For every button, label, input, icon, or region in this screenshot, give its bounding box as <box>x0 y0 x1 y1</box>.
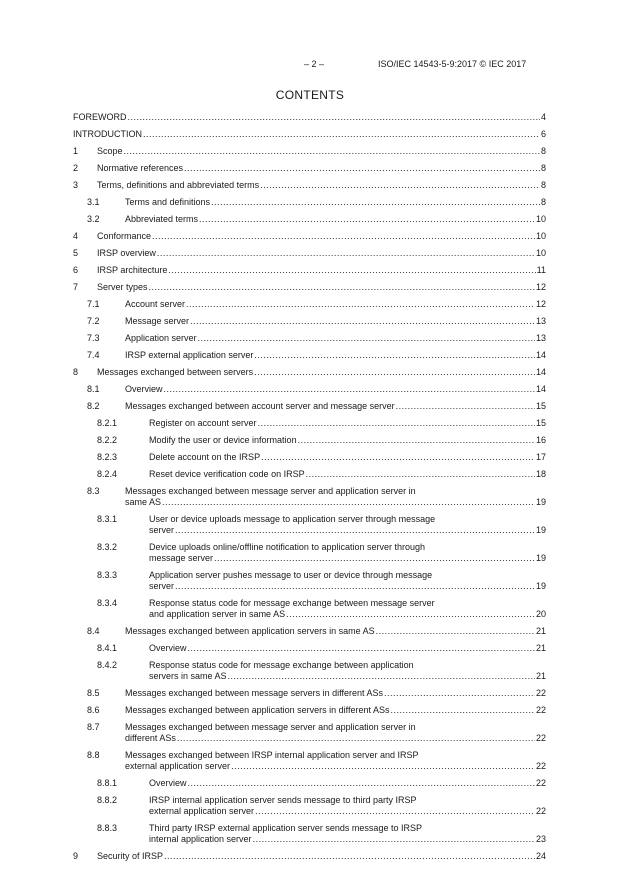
toc-title: Overview <box>149 778 187 788</box>
toc-page-number: 6 <box>540 129 546 139</box>
toc-entry[interactable] <box>73 514 546 536</box>
toc-title: Normative references <box>97 163 184 173</box>
toc-title: Messages exchanged between account server and message server <box>125 401 395 411</box>
toc-title-line1: Messages exchanged between message server and application server in <box>125 486 416 496</box>
dot-leader <box>175 581 535 592</box>
toc-number: 8.2.1 <box>97 418 118 428</box>
toc-page-number: 16 <box>535 435 546 445</box>
toc-entry[interactable] <box>73 542 546 564</box>
toc-page-number: 10 <box>535 214 546 224</box>
standard-reference: ISO/IEC 14543-5-9:2017 © IEC 2017 <box>378 59 527 69</box>
dot-leader <box>253 834 535 845</box>
toc-entry[interactable] <box>73 129 546 140</box>
toc-number: 8.6 <box>87 705 100 715</box>
toc-title: message server <box>149 553 214 563</box>
toc-number: 7.4 <box>87 350 100 360</box>
dot-leader <box>164 851 535 862</box>
toc-number: 8.8 <box>87 750 100 760</box>
toc-number: 8.8.2 <box>97 795 118 805</box>
dot-leader <box>298 435 535 446</box>
toc-title: internal application server <box>149 834 252 844</box>
toc-title: Register on account server <box>149 418 257 428</box>
dot-leader <box>255 806 535 817</box>
toc-entry[interactable] <box>73 823 546 845</box>
toc-entry[interactable] <box>73 643 546 654</box>
dot-leader <box>188 778 535 789</box>
toc-entry[interactable] <box>73 418 546 429</box>
toc-page-number: 19 <box>535 497 546 507</box>
toc-title: Messages exchanged between servers <box>97 367 254 377</box>
toc-page-number: 20 <box>535 609 546 619</box>
toc-entry[interactable] <box>73 265 546 276</box>
dot-leader <box>186 299 535 310</box>
toc-page-number: 15 <box>535 401 546 411</box>
toc-title-line1: Third party IRSP external application server sends message to IRSP <box>149 823 422 833</box>
dot-leader <box>124 146 540 157</box>
toc-title-line1: IRSP internal application server sends message to third party IRSP <box>149 795 417 805</box>
page-header <box>0 59 620 73</box>
dot-leader <box>190 316 535 327</box>
dot-leader <box>396 401 535 412</box>
toc-number: 8.7 <box>87 722 100 732</box>
dot-leader <box>211 197 540 208</box>
toc-title-line1: User or device uploads message to application server through message <box>149 514 436 524</box>
toc-title: Overview <box>125 384 163 394</box>
dot-leader <box>199 214 535 225</box>
toc-number: 8.1 <box>87 384 100 394</box>
toc-entry[interactable] <box>73 722 546 744</box>
dot-leader <box>162 497 535 508</box>
toc-number: 8.4.2 <box>97 660 118 670</box>
toc-page-number: 21 <box>535 643 546 653</box>
toc-page-number: 13 <box>535 316 546 326</box>
toc-number: 8.8.3 <box>97 823 118 833</box>
toc-title: servers in same AS <box>149 671 227 681</box>
toc-page-number: 10 <box>535 248 546 258</box>
toc-number: 8.2.2 <box>97 435 118 445</box>
toc-title: Account server <box>125 299 186 309</box>
toc-title-line1: Device uploads online/offline notification to application server through <box>149 542 426 552</box>
toc-page-number: 24 <box>535 851 546 861</box>
dot-leader <box>175 525 535 536</box>
toc-page-number: 22 <box>535 688 546 698</box>
dot-leader <box>168 265 535 276</box>
toc-number: 7.3 <box>87 333 100 343</box>
toc-entry[interactable] <box>73 750 546 772</box>
toc-entry[interactable] <box>73 146 546 157</box>
toc-number: 6 <box>73 265 79 275</box>
toc-number: 8.2.3 <box>97 452 118 462</box>
toc-title-line1: Response status code for message exchange between message server <box>149 598 435 608</box>
toc-page-number: 8 <box>540 146 546 156</box>
dot-leader <box>164 384 535 395</box>
toc-title: Message server <box>125 316 190 326</box>
toc-entry[interactable] <box>73 851 546 862</box>
toc-title: Modify the user or device information <box>149 435 297 445</box>
toc-number: 8.4.1 <box>97 643 118 653</box>
toc-title-line1: Messages exchanged between IRSP internal application server and IRSP <box>125 750 419 760</box>
dot-leader <box>258 418 535 429</box>
dot-leader <box>188 643 535 654</box>
toc-entry[interactable] <box>73 248 546 259</box>
toc-entry[interactable] <box>73 299 546 310</box>
toc-number: 8.3.1 <box>97 514 118 524</box>
toc-page-number: 21 <box>535 626 546 636</box>
toc-number: 8.5 <box>87 688 100 698</box>
toc-page-number: 17 <box>535 452 546 462</box>
toc-title: Application server <box>125 333 197 343</box>
dot-leader <box>391 705 535 716</box>
dot-leader <box>261 452 535 463</box>
toc-page-number: 19 <box>535 525 546 535</box>
toc-page-number: 18 <box>535 469 546 479</box>
toc-number: 8.4 <box>87 626 100 636</box>
toc-page-number: 11 <box>536 265 546 275</box>
toc-number: 7.2 <box>87 316 100 326</box>
toc-entry[interactable] <box>73 598 546 620</box>
dot-leader <box>376 626 535 637</box>
toc-entry[interactable] <box>73 350 546 361</box>
toc-entry[interactable] <box>73 452 546 463</box>
toc-entry[interactable] <box>73 163 546 174</box>
toc-page-number: 8 <box>540 180 546 190</box>
toc-entry[interactable] <box>73 570 546 592</box>
toc-page-number: 21 <box>535 671 546 681</box>
dot-leader <box>184 163 540 174</box>
toc-title: IRSP overview <box>97 248 156 258</box>
toc-number: 1 <box>73 146 79 156</box>
toc-page-number: 13 <box>535 333 546 343</box>
toc-page-number: 22 <box>535 733 546 743</box>
toc-entry[interactable] <box>73 333 546 344</box>
toc-number: 4 <box>73 231 79 241</box>
toc-title: external application server <box>149 806 255 816</box>
toc-number: 8.2.4 <box>97 469 118 479</box>
toc-page-number: 22 <box>535 778 546 788</box>
dot-leader <box>231 761 535 772</box>
toc-entry[interactable] <box>73 660 546 682</box>
toc-page-number: 12 <box>535 299 546 309</box>
dot-leader <box>254 350 535 361</box>
toc-title: FOREWORD <box>73 112 127 122</box>
page-number: – 2 – <box>304 59 325 69</box>
toc-title-line1: Application server pushes message to user or device through message <box>149 570 433 580</box>
toc-entry[interactable] <box>73 197 546 208</box>
dot-leader <box>228 671 535 682</box>
dot-leader <box>286 609 535 620</box>
toc-number: 8.3.3 <box>97 570 118 580</box>
toc-entry[interactable] <box>73 688 546 699</box>
toc-title: and application server in same AS <box>149 609 286 619</box>
toc-page-number: 14 <box>535 384 546 394</box>
toc-title: different ASs <box>125 733 176 743</box>
toc-title: server <box>149 581 175 591</box>
toc-title: Reset device verification code on IRSP <box>149 469 305 479</box>
dot-leader <box>214 553 535 564</box>
toc-title: Delete account on the IRSP <box>149 452 261 462</box>
dot-leader <box>177 733 535 744</box>
toc-entry[interactable] <box>73 626 546 637</box>
toc-entry[interactable] <box>73 435 546 446</box>
dot-leader <box>143 129 540 140</box>
toc-number: 3.1 <box>87 197 100 207</box>
toc-title: Server types <box>97 282 148 292</box>
toc-page-number: 10 <box>535 231 546 241</box>
toc-title: IRSP external application server <box>125 350 254 360</box>
toc-page-number: 4 <box>540 112 546 122</box>
toc-title: Overview <box>149 643 187 653</box>
toc-number: 8 <box>73 367 79 377</box>
toc-page-number: 8 <box>540 197 546 207</box>
toc-entry[interactable] <box>73 401 546 412</box>
toc-title: Messages exchanged between application servers in different ASs <box>125 705 390 715</box>
toc-page-number: 19 <box>535 581 546 591</box>
toc-number: 5 <box>73 248 79 258</box>
toc-number: 7.1 <box>87 299 100 309</box>
toc-entry[interactable] <box>73 778 546 789</box>
toc-entry[interactable] <box>73 112 546 123</box>
dot-leader <box>157 248 535 259</box>
page-title: CONTENTS <box>275 88 345 102</box>
toc-title: Security of IRSP <box>97 851 164 861</box>
toc-title: INTRODUCTION <box>73 129 142 139</box>
toc-entry[interactable] <box>73 469 546 480</box>
toc-page-number: 8 <box>540 163 546 173</box>
toc-title: Scope <box>97 146 123 156</box>
toc-title: Messages exchanged between message servers in different ASs <box>125 688 383 698</box>
toc-entry[interactable] <box>73 316 546 327</box>
toc-page-number: 23 <box>535 834 546 844</box>
toc-page-number: 12 <box>535 282 546 292</box>
toc-title: IRSP architecture <box>97 265 168 275</box>
toc-title-line1: Response status code for message exchange between application <box>149 660 414 670</box>
toc-page-number: 14 <box>535 367 546 377</box>
toc-title: Terms, definitions and abbreviated terms <box>97 180 260 190</box>
toc-entry[interactable] <box>73 384 546 395</box>
toc-entry[interactable] <box>73 795 546 817</box>
dot-leader <box>254 367 535 378</box>
toc-number: 3 <box>73 180 79 190</box>
dot-leader <box>149 282 535 293</box>
toc-page-number: 19 <box>535 553 546 563</box>
toc-number: 2 <box>73 163 79 173</box>
toc-number: 3.2 <box>87 214 100 224</box>
toc-number: 9 <box>73 851 79 861</box>
toc-entry[interactable] <box>73 282 546 293</box>
toc-entry[interactable] <box>73 214 546 225</box>
toc-page-number: 22 <box>535 705 546 715</box>
toc-number: 8.3.2 <box>97 542 118 552</box>
toc-number: 8.3.4 <box>97 598 118 608</box>
toc-entry[interactable] <box>73 231 546 242</box>
dot-leader <box>306 469 535 480</box>
toc-title: server <box>149 525 175 535</box>
toc-title-line1: Messages exchanged between message server and application server in <box>125 722 416 732</box>
toc-entry[interactable] <box>73 180 546 191</box>
toc-title: external application server <box>125 761 231 771</box>
dot-leader <box>198 333 535 344</box>
toc-page-number: 22 <box>535 761 546 771</box>
dot-leader <box>384 688 535 699</box>
table-of-contents <box>73 112 546 868</box>
dot-leader <box>152 231 535 242</box>
toc-entry[interactable] <box>73 486 546 508</box>
toc-entry[interactable] <box>73 705 546 716</box>
toc-title: Conformance <box>97 231 152 241</box>
toc-entry[interactable] <box>73 367 546 378</box>
toc-number: 8.2 <box>87 401 100 411</box>
toc-page-number: 15 <box>535 418 546 428</box>
toc-number: 8.3 <box>87 486 100 496</box>
toc-title: Terms and definitions <box>125 197 211 207</box>
toc-number: 7 <box>73 282 79 292</box>
toc-number: 8.8.1 <box>97 778 118 788</box>
dot-leader <box>128 112 540 123</box>
toc-title: Messages exchanged between application servers in same AS <box>125 626 375 636</box>
toc-title: same AS <box>125 497 162 507</box>
toc-title: Abbreviated terms <box>125 214 199 224</box>
toc-page-number: 14 <box>535 350 546 360</box>
toc-page-number: 22 <box>535 806 546 816</box>
dot-leader <box>260 180 540 191</box>
